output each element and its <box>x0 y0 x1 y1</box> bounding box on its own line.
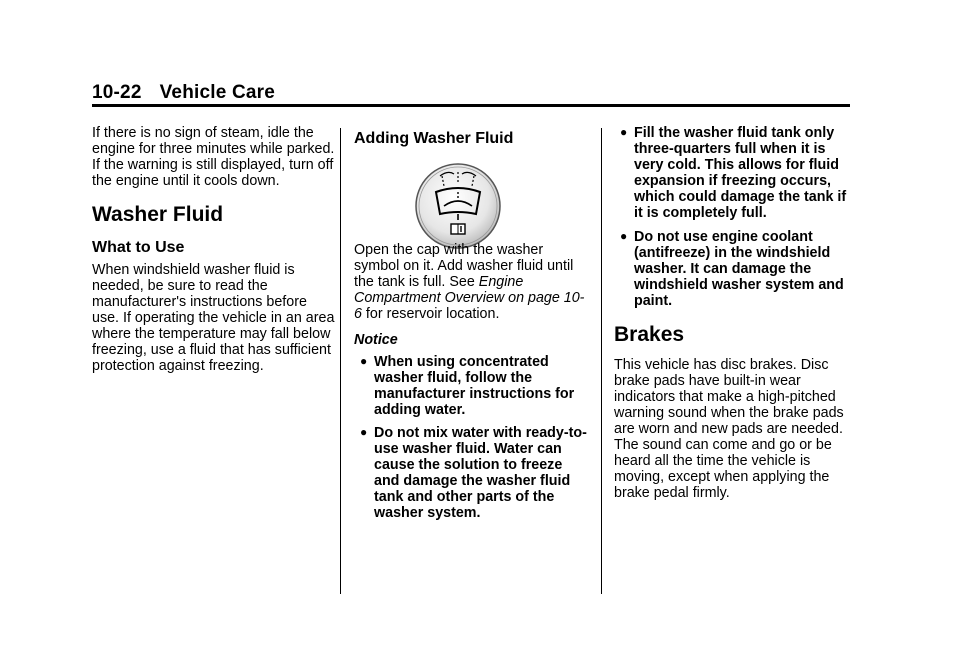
column-2 <box>354 125 589 528</box>
windshield-washer-symbol-icon <box>428 162 488 222</box>
bullet-icon: ● <box>620 229 628 243</box>
washer-fluid-heading: Washer Fluid <box>92 203 224 226</box>
page-number: 10-22 <box>92 82 142 103</box>
bullet-icon: ● <box>360 425 368 439</box>
page-header <box>92 82 275 104</box>
column-3 <box>614 125 854 501</box>
adding-text-after: for reservoir location. <box>361 306 500 322</box>
section-title: Vehicle Care <box>159 82 276 103</box>
what-to-use-heading: What to Use <box>92 239 185 256</box>
brakes-paragraph: This vehicle has disc brakes. Disc brake pads have built-in wear indicators that make a high-pitched warning sound when the brake pads are worn and new pads are needed. The sound can come and go or be heard all the time the vehicle is moving, except when applying the brake pedal firmly. <box>614 357 844 501</box>
caution-bullet <box>614 229 854 309</box>
adding-washer-fluid-paragraph <box>354 242 589 322</box>
engine-compartment-link[interactable]: Engine Compartment Overview on page 10-6 <box>354 274 585 322</box>
column-1 <box>92 125 337 374</box>
notice-label: Notice <box>354 332 398 348</box>
notice-bullet <box>354 425 589 521</box>
notice-bullet-text: Do not mix water with ready-to-use washer fluid. Water can cause the solution to freeze and damage the washer fluid tank and other parts of the washer system. <box>374 425 587 521</box>
adding-text-before: Open the cap with the washer symbol on it. Add washer fluid until the tank is full. See <box>354 242 574 290</box>
bullet-icon: ● <box>360 354 368 368</box>
notice-bullet-text: When using concentrated washer fluid, follow the manufacturer instructions for adding water. <box>374 354 575 418</box>
adding-washer-fluid-heading: Adding Washer Fluid <box>354 130 514 147</box>
caution-bullet <box>614 125 854 221</box>
column-divider-2 <box>601 128 602 594</box>
what-to-use-paragraph: When windshield washer fluid is needed, be sure to read the manufacturer's instructions before use. If operating the vehicle in an area where the temperature may fall below freezing, use a fluid that has sufficient protection against freezing. <box>92 262 335 374</box>
column-divider-1 <box>340 128 341 594</box>
intro-paragraph: If there is no sign of steam, idle the engine for three minutes while parked. If the warning is still displayed, turn off the engine until it cools down. <box>92 125 335 189</box>
notice-bullet <box>354 354 589 418</box>
caution-bullet-text: Do not use engine coolant (antifreeze) in the windshield washer. It can damage the windshield washer system and paint. <box>634 229 844 309</box>
caution-bullet-text: Fill the washer fluid tank only three-quarters full when it is very cold. This allows for fluid expansion if freezing occurs, which could damage the tank if it is completely full. <box>634 125 847 221</box>
brakes-heading: Brakes <box>614 323 685 346</box>
header-rule <box>92 104 850 107</box>
notice-bullet-list <box>354 354 589 521</box>
bullet-icon: ● <box>620 125 628 139</box>
caution-bullet-list <box>614 125 854 309</box>
